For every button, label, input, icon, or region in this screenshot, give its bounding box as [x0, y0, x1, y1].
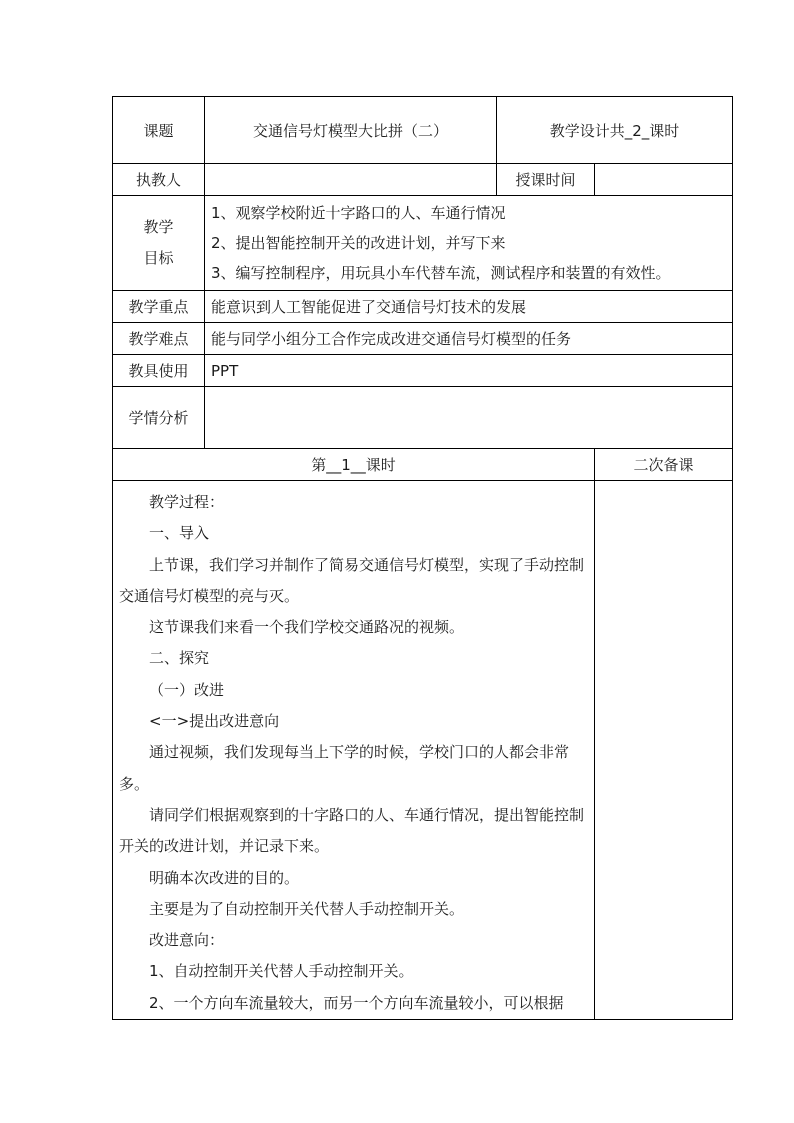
lesson-plan-table: [112, 96, 733, 1020]
backup-title: 二次备课: [595, 449, 733, 481]
period-title: 第__1__课时: [113, 449, 595, 481]
key-point-label: 教学重点: [113, 291, 205, 323]
goals-label-line1: 教学: [143, 218, 174, 236]
process-paragraph: 上节课，我们学习并制作了简易交通信号灯模型，实现了手动控制交通信号灯模型的亮与灭。: [119, 555, 585, 605]
teacher-label: 执教人: [113, 164, 205, 196]
process-paragraph: 主要是为了自动控制开关代替人手动控制开关。: [149, 899, 465, 918]
topic-value: 交通信号灯模型大比拼（二）: [205, 97, 497, 164]
tools-value: PPT: [205, 355, 733, 387]
process-row: [113, 481, 733, 1020]
difficulty-value: 能与同学小组分工合作完成改进交通信号灯模型的任务: [205, 323, 733, 355]
goal-item: 2、提出智能控制开关的改进计划，并写下来: [211, 234, 506, 252]
process-paragraph: 教学过程：: [149, 493, 225, 511]
time-label: 授课时间: [497, 164, 595, 196]
process-paragraph: 这节课我们来看一个我们学校交通路况的视频。: [149, 618, 465, 637]
goal-item: 3、编写控制程序，用玩具小车代替车流，测试程序和装置的有效性。: [211, 264, 671, 282]
time-value: [595, 164, 733, 196]
teacher-value: [205, 164, 497, 196]
goals-label-line2: 目标: [143, 249, 174, 267]
topic-row: [113, 97, 733, 164]
process-paragraph: 请同学们根据观察到的十字路口的人、车通行情况，提出智能控制开关的改进计划，并记录下来。: [119, 805, 585, 856]
key-point-value: 能意识到人工智能促进了交通信号灯技术的发展: [205, 291, 733, 323]
analysis-value: [205, 387, 733, 449]
analysis-row: [113, 387, 733, 449]
tools-label: 教具使用: [113, 355, 205, 387]
process-paragraph: 改进意向：: [149, 931, 225, 950]
difficulty-row: [113, 323, 733, 355]
process-paragraph: （一）改进: [149, 680, 225, 699]
goals-list: [205, 196, 733, 291]
process-paragraph: <一>提出改进意向: [149, 712, 280, 731]
teacher-row: [113, 164, 733, 196]
process-paragraph: 1、自动控制开关代替人手动控制开关。: [149, 962, 414, 981]
backup-notes: [595, 481, 733, 1020]
tools-row: [113, 355, 733, 387]
goal-item: 1、观察学校附近十字路口的人、车通行情况: [211, 204, 506, 222]
process-paragraph: 2、一个方向车流量较大，而另一个方向车流量较小，可以根据: [149, 993, 564, 1012]
period-row: [113, 449, 733, 481]
process-paragraph: 明确本次改进的目的。: [149, 868, 300, 887]
process-paragraph: 一、导入: [149, 524, 210, 543]
process-paragraph: 二、探究: [149, 649, 210, 668]
key-point-row: [113, 291, 733, 323]
teaching-process: [113, 481, 595, 1020]
topic-label: 课题: [113, 97, 205, 164]
goals-label: [113, 196, 205, 291]
analysis-label: 学情分析: [113, 387, 205, 449]
goals-row: [113, 196, 733, 291]
difficulty-label: 教学难点: [113, 323, 205, 355]
process-paragraph: 通过视频，我们发现每当上下学的时候，学校门口的人都会非常多。: [119, 743, 570, 793]
design-periods: 教学设计共_2_课时: [497, 97, 733, 164]
